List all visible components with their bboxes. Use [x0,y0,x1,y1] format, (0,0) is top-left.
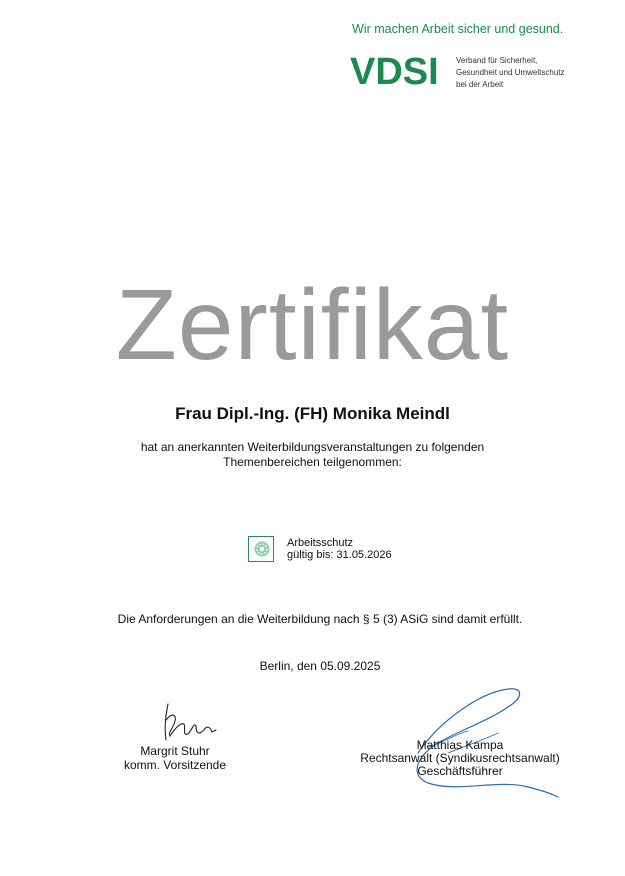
topic-validity: gültig bis: 31.05.2026 [287,549,392,561]
topic-name: Arbeitsschutz [287,537,354,549]
intro-line: Themenbereichen teilgenommen: [223,455,402,469]
requirements-statement: Die Anforderungen an die Weiterbildung nach § 5 (3) ASiG sind damit erfüllt. [117,612,523,626]
signer-left [100,744,250,772]
signer-left-name: Margrit Stuhr [140,744,210,758]
org-line: Verband für Sicherheit, [456,56,538,65]
signer-left-role: komm. Vorsitzende [123,758,227,772]
intro-line: hat an anerkannten Weiterbildungsveranstaltungen zu folgenden [140,440,485,454]
signer-right-role2: Geschäftsführer [417,764,503,778]
topic-item [287,537,392,561]
organization-name [456,55,625,91]
signer-right [340,739,580,778]
signature-left [150,700,230,746]
org-line: bei der Arbeit [456,80,504,89]
vdsi-logo: VDSI [350,51,439,93]
certificate-title: Zertifikat [115,269,510,381]
org-line: Gesundheit und Umweltschutz [456,68,565,77]
gear-seal-icon [253,540,271,558]
tagline: Wir machen Arbeit sicher und gesund. [352,22,564,36]
recipient-name: Frau Dipl.-Ing. (FH) Monika Meindl [175,404,450,423]
place-date: Berlin, den 05.09.2025 [259,659,381,673]
signer-right-role: Rechtsanwalt (Syndikusrechtsanwalt) [360,751,560,765]
signer-right-name: Matthias Kampa [416,738,504,752]
intro-text [0,440,625,470]
